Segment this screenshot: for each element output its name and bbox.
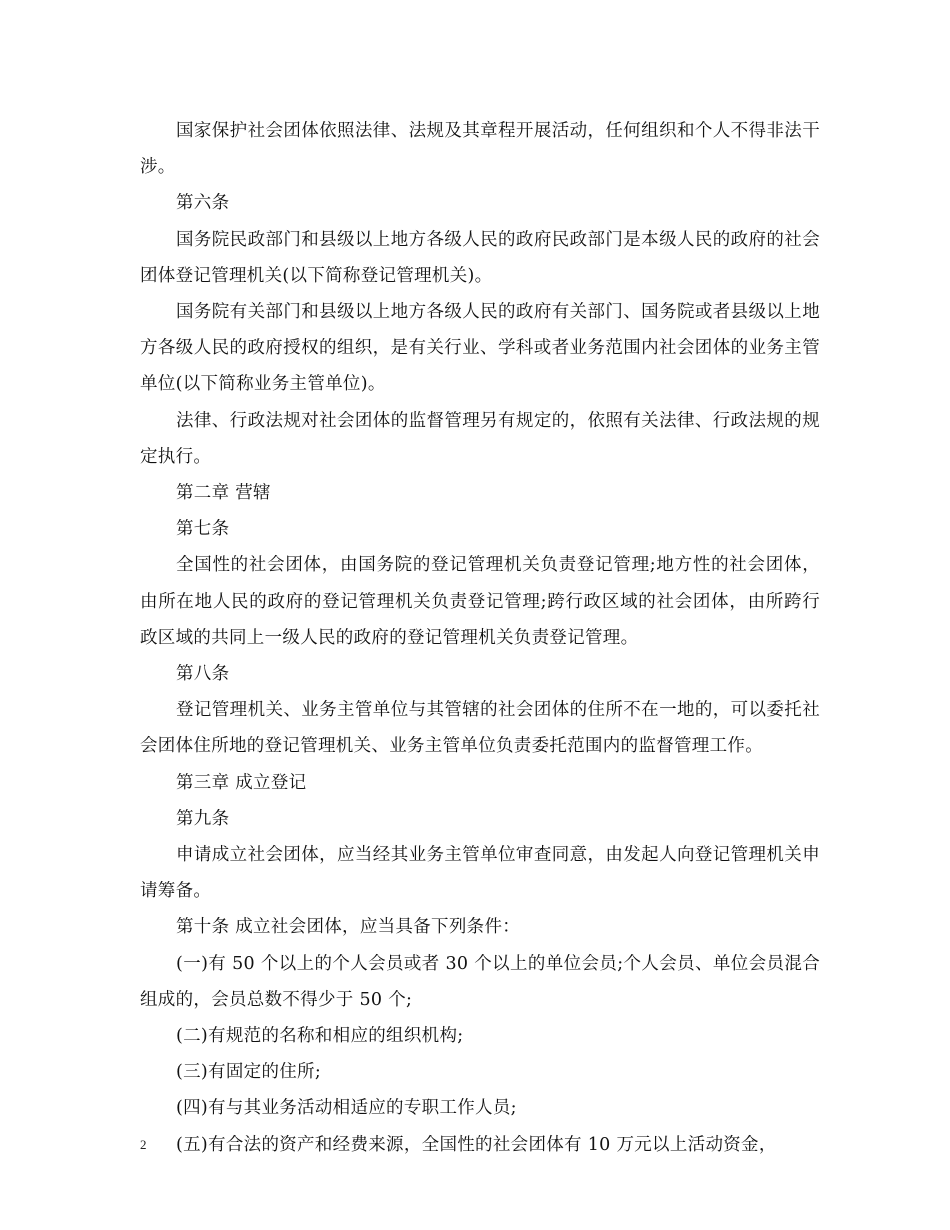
article-10-heading: 第十条 成立社会团体，应当具备下列条件： — [176, 917, 521, 938]
page-number: 2 — [140, 1137, 147, 1152]
article-7-heading: 第七条 — [176, 519, 230, 540]
paragraph-delegation: 登记管理机关、业务主管单位与其管辖的社会团体的住所不在一地的，可以委托社会团体住所地的登记管理机关、业务主管单位负责委托范围内的监督管理工作。 — [140, 700, 820, 757]
condition-item-3: (三)有固定的住所; — [176, 1062, 322, 1083]
paragraph-registration-authority: 国务院民政部门和县级以上地方各级人民的政府民政部门是本级人民的政府的社会团体登记管理机关(以下简称登记管理机关)。 — [140, 229, 820, 286]
article-9-heading: 第九条 — [176, 808, 230, 829]
paragraph-business-supervisor: 国务院有关部门和县级以上地方各级人民的政府有关部门、国务院或者县级以上地方各级人民的政府授权的组织，是有关行业、学科或者业务范围内社会团体的业务主管单位(以下简称业务主管单位)。 — [140, 302, 820, 395]
condition-item-1: (一)有 50 个以上的个人会员或者 30 个以上的单位会员;个人会员、单位会员混合组成的，会员总数不得少于 50 个; — [140, 953, 820, 1010]
condition-item-2: (二)有规范的名称和相应的组织机构; — [176, 1026, 464, 1047]
article-8-heading: 第八条 — [176, 664, 230, 685]
paragraph-jurisdiction: 全国性的社会团体，由国务院的登记管理机关负责登记管理;地方性的社会团体，由所在地人民的政府的登记管理机关负责登记管理;跨行政区域的社会团体，由所跨行政区域的共同上一级人民的政府的登记管理机关负责登记管理。 — [140, 555, 820, 648]
article-6-heading: 第六条 — [176, 193, 230, 214]
paragraph-protection: 国家保护社会团体依照法律、法规及其章程开展活动，任何组织和个人不得非法干涉。 — [140, 121, 820, 178]
condition-item-4: (四)有与其业务活动相适应的专职工作人员; — [176, 1098, 517, 1119]
document-body — [140, 113, 820, 1163]
condition-item-5: (五)有合法的资产和经费来源，全国性的社会团体有 10 万元以上活动资金， — [176, 1134, 777, 1155]
paragraph-application: 申请成立社会团体，应当经其业务主管单位审查同意，由发起人向登记管理机关申请筹备。 — [140, 845, 820, 902]
chapter-3-heading: 第三章 成立登记 — [176, 772, 307, 793]
paragraph-other-laws: 法律、行政法规对社会团体的监督管理另有规定的，依照有关法律、行政法规的规定执行。 — [140, 410, 820, 467]
chapter-2-heading: 第二章 营辖 — [176, 483, 271, 504]
